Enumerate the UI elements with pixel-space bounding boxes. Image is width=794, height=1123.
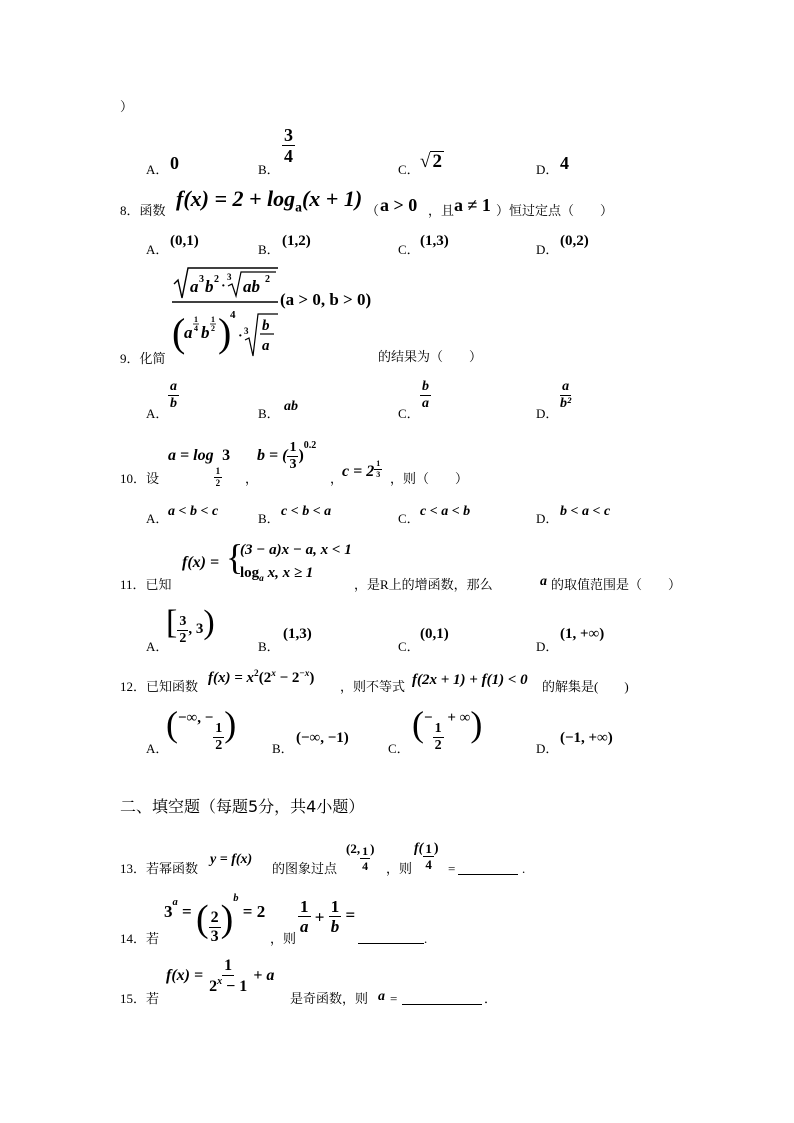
svg-text:a: a bbox=[190, 277, 199, 296]
q13-equals: = bbox=[448, 861, 456, 876]
q10-option-c-value bbox=[420, 505, 470, 519]
q15-var-text: a bbox=[378, 989, 385, 1004]
svg-text:b: b bbox=[205, 277, 214, 296]
svg-text:2: 2 bbox=[265, 274, 270, 285]
q9-option-c-denominator: a bbox=[422, 396, 429, 411]
q13-point-pre: (2, bbox=[346, 841, 361, 856]
q12-option-a-fraction: $\frac{1}{2}$ bbox=[215, 721, 223, 753]
q11-case-2-tail: x, x ≥ 1 bbox=[263, 565, 314, 581]
q11-option-b-value: (1,3) bbox=[283, 626, 312, 642]
q12-option-d-value: (−1, +∞) bbox=[560, 730, 613, 746]
q8-formula-main: f(x) = 2 + log bbox=[176, 186, 296, 211]
q11-tail-2: 的取值范围是（ ） bbox=[551, 577, 682, 592]
q10-option-b-label: B． bbox=[258, 511, 280, 526]
q12-option-a-value: (−∞, − $\frac{1}{2}$ ) bbox=[166, 704, 237, 753]
q12-option-c-value: (− $\frac{1}{2}$ + ∞) bbox=[412, 704, 483, 753]
q10-number: 10．设 bbox=[120, 471, 160, 486]
q15-period: ． bbox=[484, 991, 498, 1006]
q13-ask bbox=[414, 842, 439, 871]
q12-fx-close: ) bbox=[309, 670, 315, 686]
q14-lhs-fraction: $\frac{2}{3}$ bbox=[210, 908, 219, 945]
q11-option-d-label: D． bbox=[536, 639, 559, 654]
q8-formula bbox=[176, 188, 362, 214]
q15-number: 15．若 bbox=[120, 991, 160, 1006]
q13-mid-2: ，则 bbox=[386, 861, 413, 876]
q10-option-d-label: D． bbox=[536, 511, 559, 526]
q9-option-a-label: A． bbox=[146, 406, 169, 421]
q12-option-c-label: C． bbox=[388, 741, 410, 756]
svg-text:): ) bbox=[218, 310, 232, 355]
q11-case-1 bbox=[240, 543, 352, 558]
q15-fraction: $\frac{1}{2^x - 1}$ bbox=[209, 957, 248, 995]
q8-tail: ）恒过定点（ ） bbox=[496, 203, 614, 218]
q12-option-c-fraction: $\frac{1}{2}$ bbox=[434, 721, 442, 753]
svg-text:2: 2 bbox=[214, 274, 219, 285]
q9-option-d-denominator: b² bbox=[560, 396, 572, 411]
q12-fx-open: (2 bbox=[258, 670, 272, 686]
q15-mid: 是奇函数，则 bbox=[290, 991, 369, 1006]
q11-tail: ，是R上的增函数，那么 bbox=[354, 577, 493, 592]
svg-text:1: 1 bbox=[194, 315, 198, 324]
q8-option-c-label: C． bbox=[398, 242, 420, 257]
q14-expression: $\frac{1}{a}$ + $\frac{1}{b}$ = bbox=[300, 897, 356, 936]
q11-number: 11．已知 bbox=[120, 577, 172, 592]
q9-option-d-fraction bbox=[558, 380, 573, 411]
q14-mid: ，则 bbox=[270, 931, 297, 946]
q10-a-base: $\frac{1}{2}$ bbox=[215, 466, 221, 488]
q9-number: 9．化简 bbox=[120, 351, 166, 366]
q9-option-b-value bbox=[284, 400, 298, 414]
q8-number: 8．函数 bbox=[120, 203, 166, 218]
q8-and-text: ，且 bbox=[428, 203, 455, 218]
svg-text:·: · bbox=[238, 329, 243, 344]
q11-tail-variable bbox=[540, 575, 547, 589]
q9-option-a-fraction bbox=[168, 380, 179, 411]
q11-case-2-base: a bbox=[259, 574, 264, 584]
q10-sep-1: ， bbox=[245, 471, 259, 486]
q13-number: 13．若幂函数 bbox=[120, 861, 199, 876]
q10-tail: ，则（ ） bbox=[390, 471, 469, 486]
svg-text:b: b bbox=[201, 323, 210, 342]
svg-text:a: a bbox=[184, 323, 193, 342]
q11-case-2-log: log bbox=[240, 565, 260, 581]
q10-option-a-text: a < b < c bbox=[168, 504, 219, 519]
q9-condition: (a > 0, b > 0) bbox=[280, 290, 372, 309]
q15-equals: = bbox=[390, 991, 398, 1006]
q10-option-b-text: c < b < a bbox=[281, 504, 332, 519]
q10-option-d-text: b < a < c bbox=[560, 504, 611, 519]
q13-ask-fraction: $\frac{1}{4}$ bbox=[425, 841, 432, 873]
q8-condition-2: a ≠ 1 bbox=[454, 195, 491, 215]
q10-option-a-value bbox=[168, 505, 218, 519]
q12-fx: $f(x) = x^2(2^x - 2^{-x})$ bbox=[208, 669, 315, 686]
q13-answer-blank[interactable] bbox=[458, 874, 518, 875]
q9-option-b-text: ab bbox=[284, 399, 298, 414]
q9-expression bbox=[170, 264, 282, 360]
q13-point-fraction: $\frac{1}{4}$ bbox=[362, 843, 369, 873]
q11-option-a-tail: , 3 bbox=[188, 621, 204, 637]
q8-formula-base: a bbox=[295, 199, 302, 215]
q8-option-d-value: (0,2) bbox=[560, 233, 589, 249]
svg-text:3: 3 bbox=[227, 272, 232, 282]
q10-option-c-text: c < a < b bbox=[420, 504, 471, 519]
q15-fx-text: f(x) = bbox=[166, 967, 204, 985]
q11-fx bbox=[182, 555, 219, 571]
q14-answer-blank[interactable] bbox=[358, 943, 424, 944]
q13-mid: 的图象过点 bbox=[272, 861, 338, 876]
section-2-title: 二、填空题（每题5分，共4小题） bbox=[120, 797, 365, 816]
q10-b-def-close: ) bbox=[298, 447, 304, 465]
q8-formula-arg: (x + 1) bbox=[301, 186, 363, 211]
q8-option-a-label: A． bbox=[146, 242, 169, 257]
q14-expression-equals: = bbox=[341, 905, 356, 925]
q12-mid: ，则不等式 bbox=[340, 679, 406, 694]
q14-frac-b: $\frac{1}{b}$ bbox=[330, 897, 340, 936]
q7-option-d-value: 4 bbox=[560, 153, 569, 173]
q10-option-a-label: A． bbox=[146, 511, 169, 526]
q8-option-b-label: B． bbox=[258, 242, 280, 257]
q9-tail: 的结果为（ ） bbox=[378, 349, 483, 364]
q13-point bbox=[346, 842, 374, 872]
svg-text:2: 2 bbox=[211, 324, 215, 333]
q10-c-def-main: c = 2 bbox=[342, 463, 375, 480]
q10-sep-2: ， bbox=[330, 471, 344, 486]
q10-b-exponent: 0.2 bbox=[303, 440, 317, 452]
q7-option-c-value: √ 2 bbox=[420, 151, 442, 172]
q14-period: . bbox=[424, 931, 428, 946]
q12-fx-main: f(x) = x bbox=[208, 670, 255, 686]
q12-option-b-value: (−∞, −1) bbox=[296, 730, 349, 746]
q15-answer-blank[interactable] bbox=[402, 1004, 482, 1005]
q9-option-c-label: C． bbox=[398, 406, 420, 421]
q7-option-b-label: B． bbox=[258, 162, 280, 177]
q10-b-base: $\frac{1}{3}$ bbox=[289, 440, 297, 472]
q13-fx bbox=[210, 853, 252, 867]
q8-option-d-label: D． bbox=[536, 242, 559, 257]
q7-option-b-fraction bbox=[282, 126, 295, 165]
q9-option-c-fraction bbox=[420, 380, 431, 411]
q13-fx-text: y = f(x) bbox=[210, 852, 253, 867]
q11-case-2 bbox=[240, 566, 313, 584]
q11-brace: { bbox=[226, 537, 244, 577]
q7-option-a-label: A． bbox=[146, 162, 169, 177]
svg-text:b: b bbox=[262, 318, 270, 334]
q12-option-b-label: B． bbox=[272, 741, 294, 756]
q11-case-1-text: (3 − a)x − a, x < 1 bbox=[240, 542, 352, 558]
svg-text:3: 3 bbox=[244, 326, 249, 336]
q7-continuation: ） bbox=[120, 99, 134, 114]
svg-text:1: 1 bbox=[211, 315, 215, 324]
q11-option-c-value: (0,1) bbox=[420, 626, 449, 642]
q9-option-d-label: D． bbox=[536, 406, 559, 421]
q11-fx-text: f(x) = bbox=[182, 554, 220, 571]
q7-option-b-denominator: 4 bbox=[284, 146, 293, 166]
q10-c-definition bbox=[342, 460, 382, 480]
q11-option-d-value: (1, +∞) bbox=[560, 626, 605, 642]
q12-option-d-label: D． bbox=[536, 741, 559, 756]
svg-text:3: 3 bbox=[199, 274, 204, 285]
q9-option-b-label: B． bbox=[258, 406, 280, 421]
q10-a-definition bbox=[168, 448, 230, 488]
q12-fx-minus: − 2 bbox=[275, 670, 300, 686]
q7-option-a-value: 0 bbox=[170, 153, 179, 173]
q12-option-c-tail: + ∞ bbox=[443, 710, 471, 726]
q7-option-d-label: D． bbox=[536, 162, 559, 177]
q15-fx bbox=[166, 958, 274, 995]
q14-frac-a: $\frac{1}{a}$ bbox=[300, 897, 309, 936]
q14-lhs: $3^a$ = ( $\frac{2}{3}$ )$^b$ = 2 bbox=[164, 893, 266, 945]
q14-rhs: = 2 bbox=[238, 902, 266, 921]
q8-paren-open: （ bbox=[366, 203, 380, 218]
q11-option-c-label: C． bbox=[398, 639, 420, 654]
q10-b-definition bbox=[257, 441, 316, 472]
q12-number: 12．已知函数 bbox=[120, 679, 199, 694]
svg-text:(: ( bbox=[172, 310, 186, 355]
svg-text:ab: ab bbox=[243, 277, 260, 296]
q11-option-a-value: [ $\frac{3}{2}$ , 3) bbox=[166, 604, 215, 646]
svg-text:4: 4 bbox=[230, 309, 236, 321]
q10-a-def-main: a = log bbox=[168, 447, 214, 464]
q13-ask-pre: f( bbox=[414, 841, 424, 856]
q12-option-a-label: A． bbox=[146, 741, 169, 756]
q14-number: 14．若 bbox=[120, 931, 160, 946]
q9-option-a-denominator: b bbox=[170, 396, 177, 411]
q11-option-a-fraction: $\frac{3}{2}$ bbox=[179, 614, 187, 646]
svg-text:·: · bbox=[221, 279, 226, 294]
q7-option-c-radicand: 2 bbox=[432, 151, 442, 172]
q9-option-d-numerator: a bbox=[562, 379, 570, 394]
svg-text:4: 4 bbox=[194, 324, 198, 333]
q11-option-a-label: A． bbox=[146, 639, 169, 654]
q10-b-def-main: b = ( bbox=[257, 447, 288, 465]
q14-lhs-base: 3 bbox=[164, 902, 173, 921]
q10-a-def-arg: 3 bbox=[222, 447, 231, 464]
q13-point-close: ) bbox=[370, 841, 375, 856]
q8-option-b-value: (1,2) bbox=[282, 233, 311, 249]
q12-inequality-text: f(2x + 1) + f(1) < 0 bbox=[412, 672, 528, 688]
q15-plus-a: + a bbox=[253, 967, 275, 985]
q8-option-a-value: (0,1) bbox=[170, 233, 199, 249]
q12-inequality bbox=[412, 673, 528, 688]
q8-condition-1: a > 0 bbox=[380, 195, 418, 215]
q13-ask-close: ) bbox=[433, 841, 439, 856]
q9-option-a-numerator: a bbox=[170, 379, 177, 394]
q10-option-b-value bbox=[281, 505, 331, 519]
q9-option-c-numerator: b bbox=[422, 379, 429, 394]
q10-c-exponent: $\frac{1}{3}$ bbox=[376, 459, 381, 479]
svg-text:a: a bbox=[262, 338, 270, 354]
q7-option-c-label: C． bbox=[398, 162, 420, 177]
q8-option-c-value: (1,3) bbox=[420, 233, 449, 249]
q13-period: . bbox=[522, 861, 526, 876]
q11-option-b-label: B． bbox=[258, 639, 280, 654]
q15-var bbox=[378, 990, 385, 1004]
q10-option-d-value bbox=[560, 505, 610, 519]
q12-tail: 的解集是( ) bbox=[542, 679, 629, 694]
q10-option-c-label: C． bbox=[398, 511, 420, 526]
q12-option-a-pre: −∞, − bbox=[178, 710, 214, 726]
q7-option-b-numerator: 3 bbox=[284, 125, 293, 145]
q11-tail-variable-text: a bbox=[540, 574, 547, 589]
